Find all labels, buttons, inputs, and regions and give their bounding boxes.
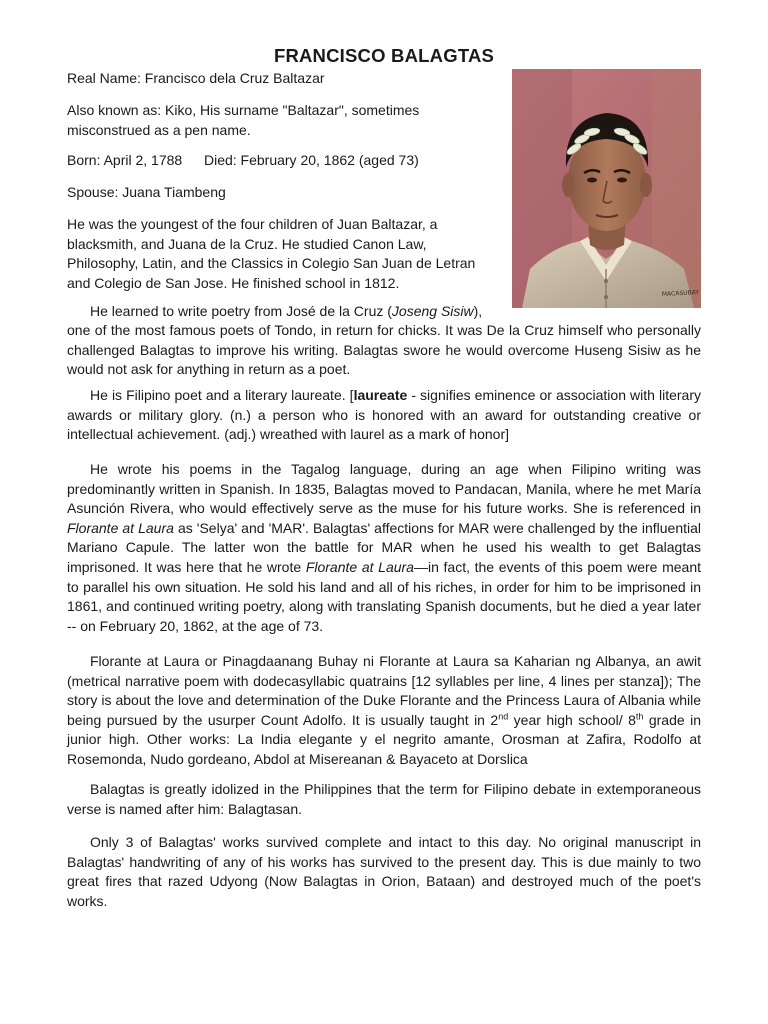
aka-line-1: Also known as: Kiko, His surname "Baltazar", sometimes [67, 102, 420, 118]
born-text: Born: April 2, 1788 [67, 152, 183, 168]
died-text: Died: February 20, 1862 (aged 73) [203, 152, 419, 168]
paragraph-florante [67, 652, 701, 770]
text-run: He wrote his poems in the Tagalog language, during an age when Filipino writing was predominantly written in Spanish. In 1835, Balagtas moved to Pandacan, Manila, where he met María Asunción Rivera, who would effectively serve as the muse for his future works. She is referenced in [67, 461, 701, 517]
paragraph-text: Only 3 of Balagtas' works survived complete and intact to this day. No original manuscript in Balagtas' handwriting of any of his works has survived to the present day. This is due mainly to two great fires that razed Udyong (Now Balagtas in Orion, Bataan) and destroyed much of the poet's works. [67, 834, 701, 909]
portrait-image [512, 69, 701, 308]
paragraph-text [67, 652, 701, 770]
paragraph-text [67, 302, 701, 322]
text-run: grade in junior high. Other works: La India elegante y el negrito amante, Orosman at Zafira, Rodolfo at Rosemonda, Nudo gordeano, Abdol at Misereanan & Bayaceto at Dorslica [67, 711, 702, 767]
text-run: year high school/ 8 [508, 711, 636, 728]
italic-run: Florante at Laura [305, 558, 414, 575]
bio-line: He was the youngest of the four children of Juan Baltazar, a [67, 216, 438, 232]
italic-run: Florante at Laura [67, 519, 174, 536]
italic-run: Joseng Sisiw [391, 303, 474, 319]
bio-paragraph [67, 215, 502, 293]
superscript: th [635, 711, 644, 722]
spouse-text: Spouse: Juana Tiambeng [67, 184, 226, 200]
text-run: Florante at Laura or Pinagdaanang Buhay ni Florante at Laura sa Kaharian ng Albanya, an awit (metrical narrative poem with dodecasyllabic quatrains [12 syllables per line, 4 lines per stanza]); The story is about the love and determination of the Duke Florante and the Princess Laura of Albania while being pursued by the usurper Count Adolfo. It is usually taught in 2 [67, 653, 701, 728]
superscript: nd [498, 711, 509, 722]
text-run: - signifies eminence or association with literary awards or military glory. (n.) a person who is honored with an award for outstanding creative or intellectual achievement. (adj.) wreathed with laurel as a mark of honor] [67, 387, 701, 443]
paragraph-balagtasan [67, 780, 701, 819]
bio-line: blacksmith, and Juana de la Cruz. He studied Canon Law, [67, 235, 427, 252]
paragraph-teacher [67, 302, 701, 322]
text-run: —in fact, the events of this poem were meant to parallel his own situation. He sold his land and all of his riches, in order for him to be imprisoned in 1861, and continued writing poetry, along with translating Spanish documents, but he died a year later -- on February 20, 1862, at the age of 73. [67, 558, 702, 634]
page-title: FRANCISCO BALAGTAS [273, 45, 495, 66]
paragraph-works [67, 833, 701, 911]
aka-line-2: misconstrued as a pen name. [67, 121, 251, 138]
bio-line: Philosophy, Latin, and the Classics in Colegio San Juan de Letran [67, 255, 476, 272]
paragraph-text: Balagtas is greatly idolized in the Philippines that the term for Filipino debate in extemporaneous verse is named after him: Balagtasan. [67, 781, 701, 817]
paragraph-text [67, 460, 701, 636]
text-run: He is Filipino poet and a literary laureate. [ [90, 387, 354, 403]
text-run: ), [473, 303, 483, 319]
spouse [67, 183, 502, 203]
born-died [67, 151, 502, 171]
paragraph-laureate [67, 386, 701, 445]
paragraph-text [67, 386, 701, 445]
paragraph-teacher-cont [67, 321, 701, 380]
also-known-as [67, 101, 502, 140]
real-name [67, 69, 502, 89]
bio-line: and Colegio de San Jose. He finished school in 1812. [67, 274, 400, 291]
paragraph-tagalog [67, 460, 701, 636]
text-run: as 'Selya' and 'MAR'. Balagtas' affections for MAR were challenged by the influential Mariano Capule. The latter won the battle for MAR when he used his wealth to get Balagtas imprisoned. It was here that he wrote [67, 519, 701, 575]
bold-run: laureate [353, 387, 408, 403]
paragraph-text: one of the most famous poets of Tondo, in return for chicks. It was De la Cruz himself who personally challenged Balagtas to improve his writing. Balagtas swore he would overcome Huseng Sisiw as he would not ask for anything in return as a poet. [67, 322, 701, 378]
svg-text:MACASUBAY: MACASUBAY [661, 289, 700, 298]
real-name-text: Real Name: Francisco dela Cruz Baltazar [67, 70, 325, 86]
text-run: He learned to write poetry from José de la Cruz ( [90, 303, 392, 319]
